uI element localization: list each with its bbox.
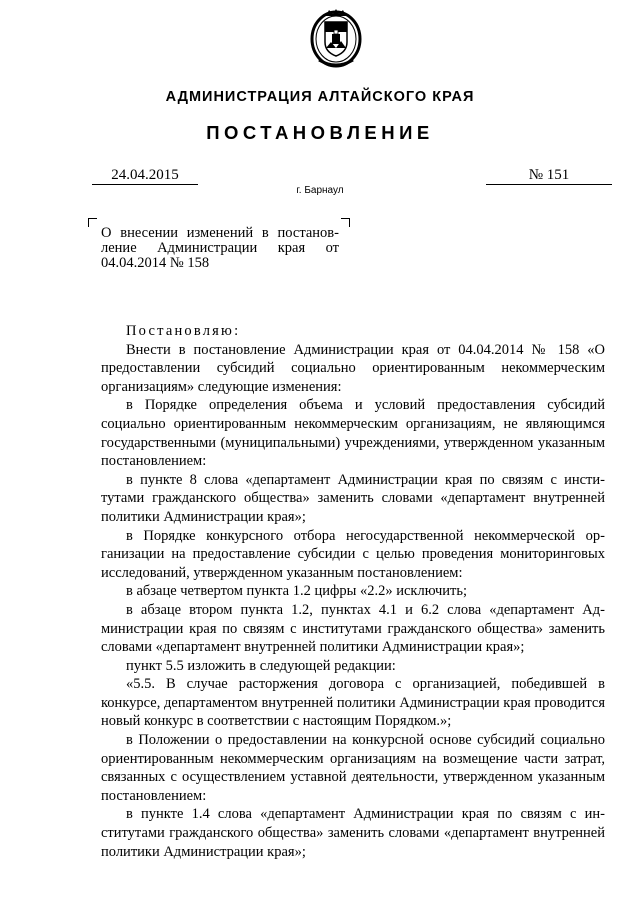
document-date: 24.04.2015 [92, 167, 198, 185]
body-paragraph: в абзаце четвертом пункта 1.2 цифры «2.2» исключить; [126, 583, 468, 600]
document-number: № 151 [486, 167, 612, 185]
body-paragraph: в Положении о предоставлении на конкурсной основе субсидий социально ориентированным некоммерческим организациям на возмещение части затрат, связанных с осуществлением уставной деятельности, утвержденном указанным постановлением: [101, 732, 605, 804]
document-subject: О внесении изменений в постановление Администрации края от 04.04.2014 № 158 [101, 225, 339, 271]
body-paragraph: пункт 5.5 изложить в следующей редакции: [126, 657, 396, 674]
body-paragraph: в Порядке определения объема и условий предоставления субсидий социально ориентированным некоммерческим организациям, не являющимся государственными (муниципальными) учреждениями, утвержденном указанным постановлением: [101, 397, 605, 470]
body-paragraph: в пункте 1.4 слова «департамент Администрации края по связям с институтами гражданского общества» заменить словами «департамент внутренней политики Администрации края»; [101, 806, 605, 860]
body-paragraph: «5.5. В случае расторжения договора с организацией, победившей в конкурсе, департаментом внутренней политики Администрации края проводится новый конкурс в соответствии с настоящим Порядком.»; [101, 676, 605, 730]
resolve-statement: Постановляю: [126, 323, 241, 339]
subject-bracket-right [341, 218, 350, 227]
coat-of-arms-emblem [309, 8, 363, 70]
body-paragraph: в Порядке конкурсного отбора негосударственной некоммерческой организации на предоставление субсидии с целью проведения мониторинговых исследований, утвержденном указанным постановлением: [101, 527, 605, 581]
document-body [101, 322, 605, 861]
body-paragraph: в абзаце втором пункта 1.2, пунктах 4.1 и 6.2 слова «департамент Администрации края по связям с институтами гражданского общества» заменить словами «департамент внутренней политики Администрации края»; [101, 601, 605, 656]
body-paragraph: Внести в постановление Администрации края от 04.04.2014 № 158 «О предоставлении субсидий социально ориентированным некоммерческим организациям» следующие изменения: [101, 341, 605, 395]
altai-coat-of-arms-icon [309, 8, 363, 70]
document-type-title: ПОСТАНОВЛЕНИЕ [206, 122, 434, 143]
body-paragraph: в пункте 8 слова «департамент Администрации края по связям с институтами гражданского общества» заменить словами «департамент внутренней политики Администрации края»; [101, 471, 605, 525]
subject-bracket-left [88, 218, 97, 227]
document-city: г. Барнаул [296, 185, 344, 196]
organization-title: АДМИНИСТРАЦИЯ АЛТАЙСКОГО КРАЯ [165, 89, 475, 105]
